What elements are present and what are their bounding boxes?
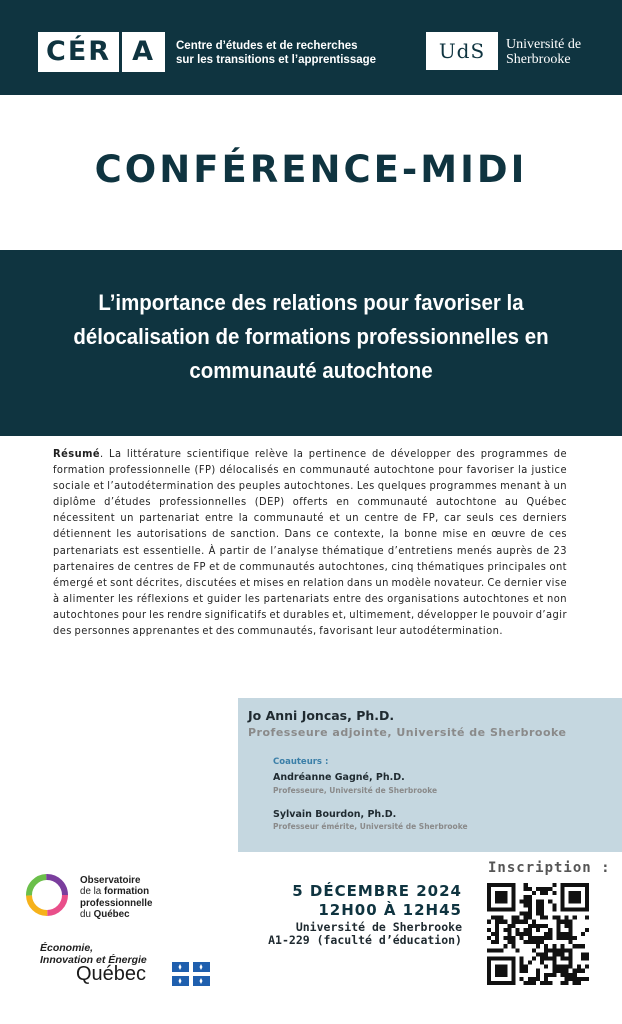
- ofp-line2-bold: formation: [103, 886, 150, 898]
- ofp-ring-logo: [24, 872, 70, 918]
- coauthors-label: Coauteurs :: [273, 757, 329, 767]
- ofp-line4-bold: Québec: [93, 908, 130, 920]
- event-time: 12H00 À 12H45: [318, 901, 462, 919]
- registration-label: Inscription :: [488, 860, 611, 876]
- title-band: [0, 250, 622, 436]
- uds-logo: UdS: [426, 32, 498, 70]
- coauthor-name: Andréanne Gagné, Ph.D.: [273, 772, 405, 783]
- event-date-time: [292, 882, 462, 920]
- cera-name-line1: Centre d’études et de recherches: [176, 40, 358, 52]
- header-band: [0, 0, 622, 95]
- ofp-name: [80, 875, 200, 920]
- abstract: [53, 446, 567, 639]
- ofp-line2-pre: de la: [80, 886, 104, 898]
- cera-name-line2: sur les transitions et l’apprentissage: [176, 54, 377, 66]
- speaker-name: Jo Anni Joncas, Ph.D.: [248, 708, 395, 723]
- ministry-line1: Économie,: [40, 942, 94, 954]
- quebec-wordmark: Québec: [76, 963, 147, 985]
- coauthor-role: Professeur émérite, Université de Sherbrooke: [273, 822, 468, 831]
- event-location: [268, 921, 462, 947]
- abstract-label: Résumé: [53, 447, 101, 460]
- speaker-role: Professeure adjointe, Université de Sherbrooke: [248, 726, 567, 739]
- speaker-box: [238, 698, 622, 852]
- ofp-line3: professionnelle: [80, 897, 153, 909]
- coauthor-role: Professeure, Université de Sherbrooke: [273, 786, 438, 795]
- ofp-line4-pre: du: [80, 908, 94, 920]
- coauthor-name: Sylvain Bourdon, Ph.D.: [273, 809, 397, 820]
- event-type-title: CONFÉRENCE-MIDI: [94, 148, 528, 191]
- event-place: Université de Sherbrooke: [295, 920, 462, 934]
- talk-title: L’importance des relations pour favoriser la délocalisation de formations professionnelles en communauté autochtone: [73, 290, 549, 383]
- event-date: 5 DÉCEMBRE 2024: [292, 882, 462, 900]
- uds-name-line1: Université de: [506, 37, 582, 52]
- event-room: A1-229 (faculté d’éducation): [268, 933, 462, 947]
- ministry-line2: Innovation et Énergie: [40, 954, 147, 966]
- qr-code[interactable]: [487, 883, 589, 985]
- uds-name: [506, 37, 616, 67]
- ofp-line1: Observatoire: [80, 875, 141, 886]
- cera-logo: [38, 32, 165, 72]
- cera-logo-right: A: [122, 32, 165, 72]
- uds-name-line2: Sherbrooke: [506, 52, 571, 67]
- quebec-flag-icon: [172, 962, 210, 986]
- cera-name: [176, 39, 416, 67]
- cera-logo-left: CÉR: [38, 32, 119, 72]
- abstract-text: . La littérature scientifique relève la pertinence de développer des programmes de formation professionnelle (FP) délocalisés en communauté autochtone pour favoriser la justice sociale et l’autodétermination des peuples autochtones. Les quelques programmes menant à un diplôme d’études professionnelles (DEP) offerts en communauté autochtone au Québec nécessitent un partenariat entre la communauté et un centre de FP, car seuls ces derniers détiennent les autorisations de sanction. Dans ce contexte, la bonne mise en œuvre de ces partenariats est essentielle. À partir de l’analyse thématique d’entretiens menés auprès de 23 partenaires de centres de FP et de communautés autochtones, cinq thématiques principales ont émergé et sont décrites, discutées et mises en relation dans un modèle novateur. Ce dernier vise à alimenter les réflexions et guider les partenariats entre des organisations autochtones et non autochtones pour les rendre significatifs et durables et, ultimement, développer le pouvoir d’agir des personnes apprenantes et des communautés, favorisant leur autodétermination.: [53, 447, 567, 638]
